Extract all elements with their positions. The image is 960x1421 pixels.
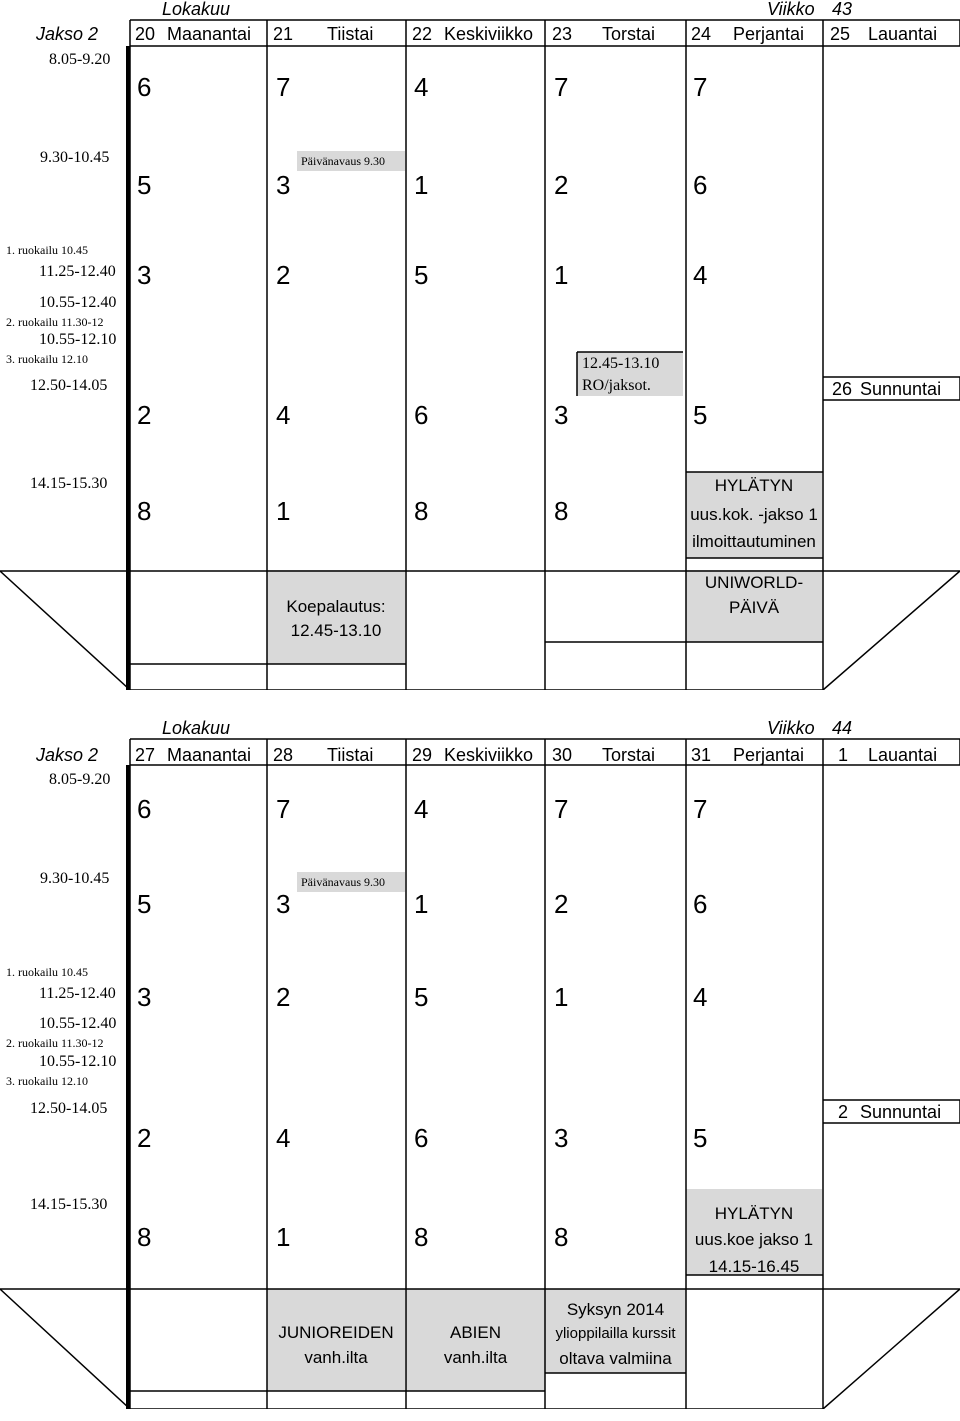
lesson-cell: 5 xyxy=(693,400,708,430)
friday-note-line-3: ilmoittautuminen xyxy=(692,532,816,551)
lunch-2-label: 2. ruokailu 11.30-12 xyxy=(6,315,104,329)
lesson-cell: 6 xyxy=(693,170,708,200)
week-label: Viikko xyxy=(767,0,815,19)
lesson-cell: 6 xyxy=(693,889,708,919)
lesson-cell: 8 xyxy=(414,1222,429,1252)
lesson-cell: 5 xyxy=(414,982,429,1012)
time-slot-1: 8.05-9.20 xyxy=(49,51,111,68)
week-label: Viikko xyxy=(767,718,815,738)
week-number: 43 xyxy=(832,0,853,19)
lesson-cell: 3 xyxy=(554,1123,569,1153)
lunch-2-time: 10.55-12.40 xyxy=(39,1015,117,1032)
wednesday-event-line-2: vanh.ilta xyxy=(443,1348,508,1367)
lunch-1-label: 1. ruokailu 10.45 xyxy=(6,243,88,257)
thursday-event-line-2: ylioppilailla kurssit xyxy=(555,1325,676,1342)
lunch-2-time: 10.55-12.40 xyxy=(39,294,117,311)
friday-event-line-2: PÄIVÄ xyxy=(728,598,780,617)
lesson-cell: 4 xyxy=(276,1123,291,1153)
day-name-mon: Maanantai xyxy=(167,745,252,765)
lesson-cell: 1 xyxy=(276,1222,291,1252)
time-slot-4: 12.50-14.05 xyxy=(30,377,108,394)
week-number: 44 xyxy=(832,718,853,738)
tuesday-event-line-1: JUNIOREIDEN xyxy=(278,1323,394,1342)
period-label: Jakso 2 xyxy=(36,24,99,44)
lesson-cell: 6 xyxy=(414,1123,429,1153)
thursday-event-line-1: Syksyn 2014 xyxy=(566,1300,665,1319)
lesson-cell: 7 xyxy=(693,72,708,102)
day-name-thu: Torstai xyxy=(602,745,656,765)
tuesday-event-line-1: Koepalautus: xyxy=(286,597,386,616)
day-name-sat: Lauantai xyxy=(868,24,938,44)
lesson-cell: 8 xyxy=(554,496,569,526)
friday-note-line-1: HYLÄTYN xyxy=(714,1204,794,1223)
lunch-3-label: 3. ruokailu 12.10 xyxy=(6,352,88,366)
lunch-1-time: 11.25-12.40 xyxy=(39,263,116,280)
friday-note-line-2: uus.koe jakso 1 xyxy=(694,1230,814,1249)
lesson-cell: 1 xyxy=(414,170,429,200)
lunch-3-label: 3. ruokailu 12.10 xyxy=(6,1074,88,1088)
tuesday-event-line-2: vanh.ilta xyxy=(304,1348,368,1367)
lesson-cell: 3 xyxy=(554,400,569,430)
lesson-cell: 8 xyxy=(414,496,429,526)
time-slot-5: 14.15-15.30 xyxy=(30,1196,108,1213)
lesson-cell: 5 xyxy=(137,170,152,200)
day-name-wed: Keskiviikko xyxy=(444,745,534,765)
day-num-sat: 1 xyxy=(838,745,849,765)
lunch-2-label: 2. ruokailu 11.30-12 xyxy=(6,1036,104,1050)
lesson-cell: 4 xyxy=(414,72,429,102)
lesson-cell: 4 xyxy=(276,400,291,430)
thursday-note-text: RO/jaksot. xyxy=(582,377,651,394)
day-name-sat: Lauantai xyxy=(868,745,938,765)
time-slot-2: 9.30-10.45 xyxy=(40,870,110,887)
lunch-3-time: 10.55-12.10 xyxy=(39,1053,117,1070)
day-name-sun: Sunnuntai xyxy=(860,1102,942,1122)
friday-note-line-1: HYLÄTYN xyxy=(714,476,794,495)
time-slot-1: 8.05-9.20 xyxy=(49,771,111,788)
day-num-thu: 23 xyxy=(552,24,573,44)
period-label: Jakso 2 xyxy=(36,745,99,765)
day-num-wed: 22 xyxy=(412,24,433,44)
lesson-cell: 2 xyxy=(276,982,291,1012)
lesson-cell: 5 xyxy=(137,889,152,919)
lesson-cell: 3 xyxy=(276,889,291,919)
lesson-cell: 8 xyxy=(137,496,152,526)
day-num-fri: 24 xyxy=(691,24,712,44)
day-name-thu: Torstai xyxy=(602,24,656,44)
lesson-cell: 5 xyxy=(414,260,429,290)
day-num-sat: 25 xyxy=(830,24,851,44)
lesson-cell: 1 xyxy=(554,260,569,290)
tuesday-event-line-2: 12.45-13.10 xyxy=(290,621,382,640)
lesson-cell: 8 xyxy=(137,1222,152,1252)
lesson-cell: 6 xyxy=(414,400,429,430)
lunch-1-time: 11.25-12.40 xyxy=(39,985,116,1002)
day-num-sun: 26 xyxy=(832,379,853,399)
day-num-wed: 29 xyxy=(412,745,433,765)
month-label: Lokakuu xyxy=(162,0,231,19)
lesson-cell: 2 xyxy=(137,400,152,430)
day-name-tue: Tiistai xyxy=(327,745,374,765)
friday-note-line-2: uus.kok. -jakso 1 xyxy=(690,505,818,524)
day-name-tue: Tiistai xyxy=(327,24,374,44)
paivanavaus-note: Päivänavaus 9.30 xyxy=(301,154,385,168)
day-num-thu: 30 xyxy=(552,745,573,765)
lesson-cell: 5 xyxy=(693,1123,708,1153)
friday-note-line-3: 14.15-16.45 xyxy=(708,1257,800,1276)
lesson-cell: 3 xyxy=(137,982,152,1012)
day-name-sun: Sunnuntai xyxy=(860,379,942,399)
week-44-calendar xyxy=(0,719,960,1409)
lunch-1-label: 1. ruokailu 10.45 xyxy=(6,965,88,979)
lesson-cell: 7 xyxy=(276,72,291,102)
day-num-mon: 27 xyxy=(135,745,156,765)
time-slot-4: 12.50-14.05 xyxy=(30,1100,108,1117)
lesson-cell: 2 xyxy=(554,170,569,200)
lesson-cell: 1 xyxy=(414,889,429,919)
day-num-tue: 21 xyxy=(273,24,294,44)
lesson-cell: 3 xyxy=(276,170,291,200)
day-name-fri: Perjantai xyxy=(733,24,805,44)
week-43-calendar xyxy=(0,0,960,690)
day-num-tue: 28 xyxy=(273,745,294,765)
time-slot-2: 9.30-10.45 xyxy=(40,149,110,166)
lesson-cell: 3 xyxy=(137,260,152,290)
month-label: Lokakuu xyxy=(162,718,231,738)
day-num-fri: 31 xyxy=(691,745,712,765)
lesson-cell: 6 xyxy=(137,72,152,102)
day-name-fri: Perjantai xyxy=(733,745,805,765)
lesson-cell: 2 xyxy=(137,1123,152,1153)
lesson-cell: 7 xyxy=(276,794,291,824)
lunch-3-time: 10.55-12.10 xyxy=(39,331,117,348)
day-num-sun: 2 xyxy=(838,1102,849,1122)
lesson-cell: 4 xyxy=(693,260,708,290)
day-num-mon: 20 xyxy=(135,24,156,44)
lesson-cell: 7 xyxy=(554,794,569,824)
day-name-wed: Keskiviikko xyxy=(444,24,534,44)
lesson-cell: 1 xyxy=(276,496,291,526)
friday-event-line-1: UNIWORLD- xyxy=(704,573,804,592)
time-slot-5: 14.15-15.30 xyxy=(30,475,108,492)
lesson-cell: 2 xyxy=(276,260,291,290)
lesson-cell: 1 xyxy=(554,982,569,1012)
lesson-cell: 7 xyxy=(554,72,569,102)
thursday-note-time: 12.45-13.10 xyxy=(582,355,660,372)
lesson-cell: 4 xyxy=(414,794,429,824)
lesson-cell: 2 xyxy=(554,889,569,919)
lesson-cell: 6 xyxy=(137,794,152,824)
day-name-mon: Maanantai xyxy=(167,24,252,44)
lesson-cell: 4 xyxy=(693,982,708,1012)
lesson-cell: 8 xyxy=(554,1222,569,1252)
lesson-cell: 7 xyxy=(693,794,708,824)
paivanavaus-note: Päivänavaus 9.30 xyxy=(301,875,385,889)
thursday-event-line-3: oltava valmiina xyxy=(559,1349,672,1368)
wednesday-event-line-1: ABIEN xyxy=(449,1323,502,1342)
